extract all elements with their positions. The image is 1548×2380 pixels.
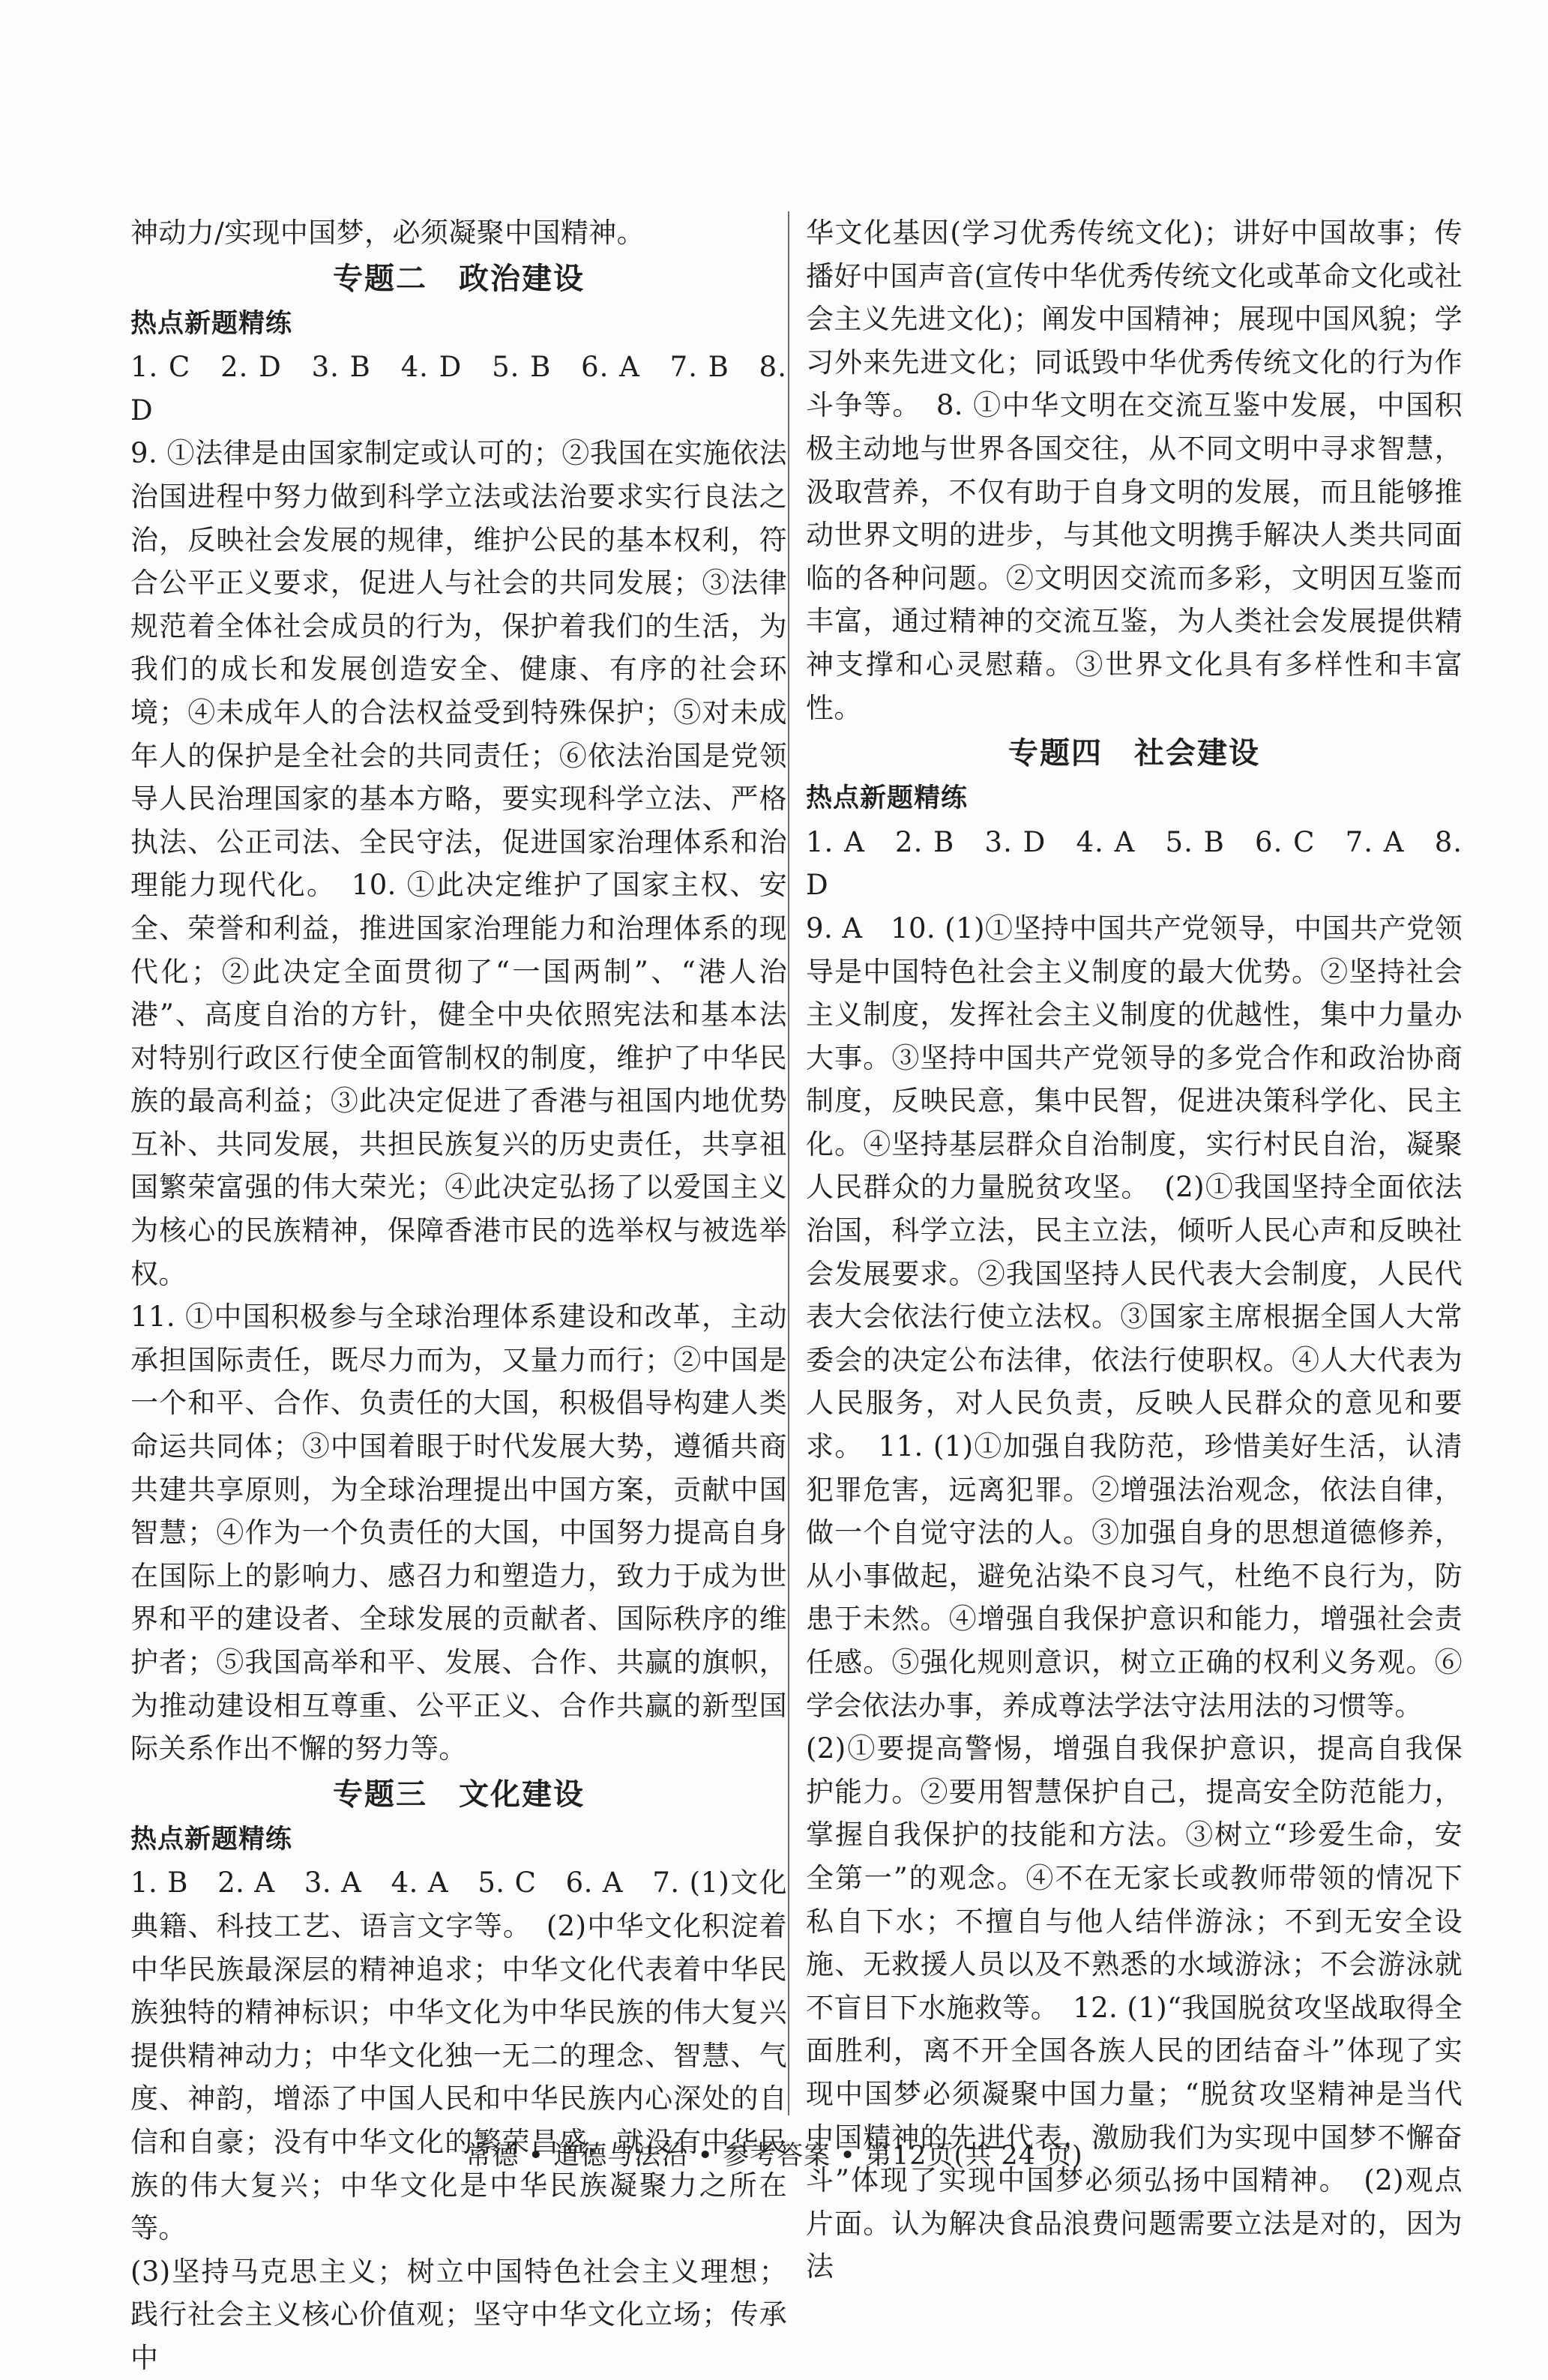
answer-paragraph: 9. ①法律是由国家制定或认可的；②我国在实施依法治国进程中努力做到科学立法或法治要求实行良法之治，反映社会发展的规律，维护公民的基本权利，符合公平正义要求，促进人与社会的共同发展；③法律规范着全体社会成员的行为，保护着我们的生活，为我们的成长和发展创造安全、健康、有序的社会环境；④未成年人的合法权益受到特殊保护；⑤对未成年人的保护是全社会的共同责任；⑥依法治国是党领导人民治理国家的基本方略，要实现科学立法、严格执法、公正司法、全民守法，促进国家治理体系和治理能力现代化。 10. ①此决定维护了国家主权、安全、荣誉和利益，推进国家治理能力和治理体系的现代化；②此决定全面贯彻了“一国两制”、“港人治港”、高度自治的方针，健全中央依照宪法和基本法对特别行政区行使全面管制权的制度，维护了中华民族的最高利益；③此决定促进了香港与祖国内地优势互补、共同发展，共担民族复兴的历史责任，共享祖国繁荣富强的伟大荣光；④此决定弘扬了以爱国主义为核心的民族精神，保障香港市民的选举权与被选举权。 [130,437,787,1290]
answer-paragraph: (3)坚持马克思主义；树立中国特色社会主义理想；践行社会主义核心价值观；坚守中华文化立场；传承中 [130,2255,787,2374]
answer-paragraph: 1. B 2. A 3. A 4. A 5. C 6. A 7. (1)文化典籍、科技工艺、语言文字等。 (2)中华文化积淀着中华民族最深层的精神追求；中华文化代表着中华民族独特的精神标识；中华文化为中华民族的伟大复兴提供精神动力；中华文化独一无二的理念、智慧、气度、神韵，增添了中国人民和中华民族内心深处的自信和自豪；没有中华文化的繁荣昌盛，就没有中华民族的伟大复兴；中华文化是中华民族凝聚力之所在等。 [130,1867,787,2245]
continuation-text: 神动力/实现中国梦，必须凝聚中国精神。 [130,217,645,249]
multiple-choice-answers: 1. A 2. B 3. D 4. A 5. B 6. C 7. A 8. D [806,825,1463,902]
left-column [130,211,787,2380]
section-heading-culture: 专题三 文化建设 [333,1777,585,1812]
answer-paragraph: 11. ①中国积极参与全球治理体系建设和改革，主动承担国际责任，既尽力而为，又量力而行；②中国是一个和平、合作、负责任的大国，积极倡导构建人类命运共同体；③中国着眼于时代发展大势，遵循共商共建共享原则，为全球治理提出中国方案，贡献中国智慧；④作为一个负责任的大国，中国努力提高自身在国际上的影响力、感召力和塑造力，致力于成为世界和平的建设者、全球发展的贡献者、国际秩序的维护者；⑤我国高举和平、发展、合作、共赢的旗帜，为推动建设相互尊重、公平正义、合作共赢的新型国际关系作出不懈的努力等。 [130,1301,787,1765]
subheading-practice: 热点新题精练 [130,1824,293,1855]
answer-paragraph: 9. A 10. (1)①坚持中国共产党领导，中国共产党领导是中国特色社会主义制度的最大优势。②坚持社会主义制度，发挥社会主义制度的优越性，集中力量办大事。③坚持中国共产党领导的多党合作和政治协商制度，反映民意，集中民智，促进决策科学化、民主化。④坚持基层群众自治制度，实行村民自治，凝聚人民群众的力量脱贫攻坚。 (2)①我国坚持全面依法治国，科学立法，民主立法，倾听人民心声和反映社会发展要求。②我国坚持人民代表大会制度，人民代表大会依法行使立法权。③国家主席根据全国人大常委会的决定公布法律，依法行使职权。④人大代表为人民服务，对人民负责，反映人民群众的意见和要求。 11. (1)①加强自我防范，珍惜美好生活，认清犯罪危害，远离犯罪。②增强法治观念，依法自律，做一个自觉守法的人。③加强自身的思想道德修养，从小事做起，避免沾染不良习气，杜绝不良行为，防患于未然。④增强自我保护意识和能力，增强社会责任感。⑤强化规则意识，树立正确的权利义务观。⑥学会依法办事，养成尊法学法守法用法的习惯等。 [806,912,1463,1722]
answer-paragraph: 华文化基因(学习优秀传统文化)；讲好中国故事；传播好中国声音(宣传中华优秀传统文化或革命文化或社会主义先进文化)；阐发中国精神；展现中国风貌；学习外来先进文化；同诋毁中华优秀传统文化的行为作斗争等。 8. ①中华文明在交流互鉴中发展，中国积极主动地与世界各国交往，从不同文明中寻求智慧，汲取营养，不仅有助于自身文明的发展，而且能够推动世界文明的进步，与其他文明携手解决人类共同面临的各种问题。②文明因交流而多彩，文明因互鉴而丰富，通过精神的交流互鉴，为人类社会发展提供精神支撑和心灵慰藉。③世界文化具有多样性和丰富性。 [806,217,1463,724]
section-heading-politics: 专题二 政治建设 [333,261,585,296]
subheading-practice: 热点新题精练 [806,783,969,814]
multiple-choice-answers: 1. C 2. D 3. B 4. D 5. B 6. A 7. B 8. D [130,351,787,427]
right-column [806,211,1463,2289]
section-heading-society: 专题四 社会建设 [1008,736,1260,771]
subheading-practice: 热点新题精练 [130,308,293,339]
page-footer: 常德 • 道德与法治 • 参考答案 • 第12页(共 24 页) [465,2141,1083,2171]
column-divider [788,211,789,2115]
answer-paragraph: (2)①要提高警惕，增强自我保护意识，提高自我保护能力。②要用智慧保护自己，提高安全防范能力，掌握自我保护的技能和方法。③树立“珍爱生命，安全第一”的观念。④不在无家长或教师带领的情况下私自下水；不擅自与他人结伴游泳；不到无安全设施、无救援人员以及不熟悉的水域游泳；不会游泳就不盲目下水施救等。 12. (1)“我国脱贫攻坚战取得全面胜利，离不开全国各族人民的团结奋斗”体现了实现中国梦必须凝聚中国力量；“脱贫攻坚精神是当代中国精神的先进代表，激励我们为实现中国梦不懈奋斗”体现了实现中国梦必须弘扬中国精神。 (2)观点片面。认为解决食品浪费问题需要立法是对的，因为法 [806,1732,1463,2283]
